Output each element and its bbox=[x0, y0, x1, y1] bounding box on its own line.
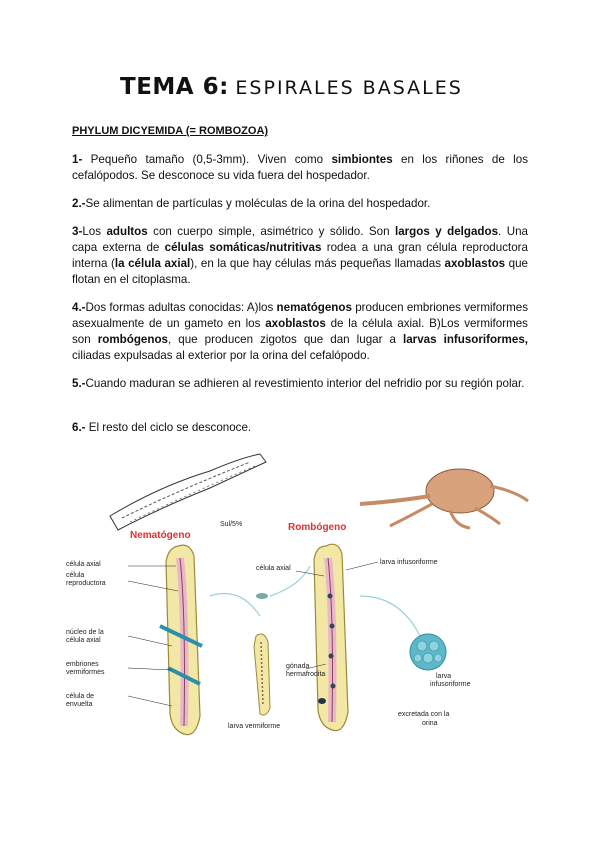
bold-term: rombógenos bbox=[97, 333, 168, 346]
label-nucleo-2: célula axial bbox=[66, 637, 101, 644]
bold-term: células somáticas/nutritivas bbox=[164, 241, 322, 254]
label-excretada-2: orina bbox=[422, 720, 438, 727]
paragraph-text: Se alimentan de partículas y moléculas de la orina del hospedador. bbox=[85, 197, 431, 210]
paragraph-4 bbox=[72, 300, 528, 364]
label-larva-infusoriforme-top: larva infusoriforme bbox=[380, 559, 438, 566]
paragraph-text: ciliadas expulsadas al exterior por la orina del cefalópodo. bbox=[72, 349, 370, 362]
paragraph-text: Dos formas adultas conocidas: A)los bbox=[85, 301, 277, 314]
paragraph-number: 2.- bbox=[72, 197, 86, 210]
label-envuelta-1: célula de bbox=[66, 693, 95, 700]
nematogeno-title: Nematógeno bbox=[130, 530, 191, 541]
page-title bbox=[120, 74, 463, 100]
paragraph-text: El resto del ciclo se desconoce. bbox=[85, 421, 252, 434]
label-excretada-1: excretada con la bbox=[398, 711, 450, 718]
paragraph-text: , que producen zigotos que dan lugar a bbox=[167, 333, 404, 346]
paragraph-text: en los riñones de los cefalópodos. Se desconoce su vida fuera del hospedador. bbox=[72, 153, 528, 182]
paragraph-text: Los bbox=[82, 225, 107, 238]
dicyemid-life-cycle-figure bbox=[60, 446, 540, 756]
paragraph-number: 3- bbox=[72, 225, 83, 238]
paragraph-text: que flotan en el citoplasma. bbox=[72, 257, 528, 286]
label-embriones-2: vermiformes bbox=[66, 669, 105, 676]
paragraph-1 bbox=[72, 152, 528, 184]
rhombogen-body bbox=[314, 544, 348, 730]
paragraph-number: 5.- bbox=[72, 377, 86, 390]
paragraph-number: 4.- bbox=[72, 301, 86, 314]
paragraph-text: . Una capa externa de bbox=[72, 225, 528, 254]
bold-term: simbiontes bbox=[331, 153, 393, 166]
bold-term: nematógenos bbox=[276, 301, 352, 314]
label-nucleo-1: núcleo de la bbox=[66, 629, 104, 636]
bold-term: larvas infusoriformes, bbox=[403, 333, 528, 346]
paragraph-text: Cuando maduran se adhieren al revestimiento interior del nefridio por su región polar. bbox=[85, 377, 525, 390]
rombogeno-title: Rombógeno bbox=[288, 522, 347, 533]
paragraph-6 bbox=[72, 420, 528, 436]
paragraph-3 bbox=[72, 224, 528, 288]
label-celula-reproductora-2: reproductora bbox=[66, 580, 106, 587]
title-number: TEMA 6: bbox=[120, 74, 229, 100]
paragraph-text: Pequeño tamaño (0,5-3mm). Viven como bbox=[82, 153, 332, 166]
paragraph-2 bbox=[72, 196, 528, 212]
bold-term: axoblastos bbox=[444, 257, 506, 270]
paragraph-number: 6.- bbox=[72, 421, 86, 434]
bold-term: axoblastos bbox=[265, 317, 326, 330]
sketch-signature: Sul/5% bbox=[220, 521, 243, 528]
dicyemid-sketch bbox=[110, 454, 266, 530]
label-celula-axial-left: célula axial bbox=[66, 561, 101, 568]
bold-term: la célula axial bbox=[114, 257, 191, 270]
paragraph-5 bbox=[72, 376, 528, 392]
paragraph-text: con cuerpo simple, asimétrico y sólido. Son bbox=[147, 225, 395, 238]
label-envuelta-2: envuelta bbox=[66, 701, 93, 708]
bold-term: adultos bbox=[106, 225, 148, 238]
phylum-heading: PHYLUM DICYEMIDA (= ROMBOZOA) bbox=[72, 125, 269, 137]
paragraph-text: rodea a una gran célula reproductora interna ( bbox=[72, 241, 528, 270]
label-celula-axial-right: célula axial bbox=[256, 565, 291, 572]
nematogen-body bbox=[160, 545, 202, 735]
paragraph-text: producen embriones vermiformes asexualmente de un gameto en los bbox=[72, 301, 528, 330]
label-gonada-1: gónada bbox=[286, 663, 310, 670]
larva-vermiforme-drawing bbox=[254, 634, 270, 715]
label-larva-vermiforme: larva vermiforme bbox=[228, 723, 281, 730]
label-gonada-2: hermafrodita bbox=[286, 671, 326, 678]
title-text: ESPIRALES BASALES bbox=[235, 77, 463, 99]
label-celula-reproductora-1: célula bbox=[66, 572, 85, 579]
label-embriones-1: embriones bbox=[66, 661, 99, 668]
paragraph-text: ), en la que hay células más pequeñas llamadas bbox=[190, 257, 445, 270]
bold-term: largos y delgados bbox=[395, 225, 499, 238]
larva-infusoriforme-drawing bbox=[410, 634, 446, 670]
paragraph-number: 1- bbox=[72, 153, 83, 166]
paragraph-text: de la célula axial. B)Los vermiformes son bbox=[72, 317, 528, 346]
octopus-drawing bbox=[360, 469, 528, 528]
label-larva-2: infusoriforme bbox=[430, 681, 471, 688]
label-larva-1: larva bbox=[436, 673, 452, 680]
